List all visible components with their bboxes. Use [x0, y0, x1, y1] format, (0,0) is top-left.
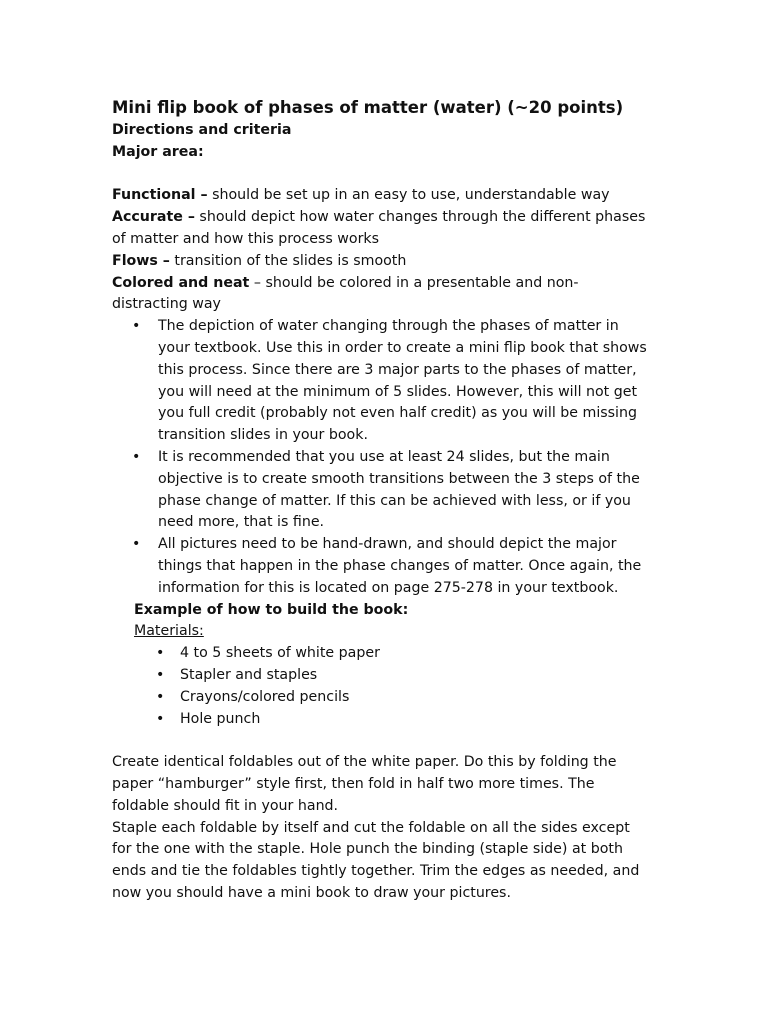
document-title: Mini flip book of phases of matter (water) (~20 points) — [112, 98, 624, 117]
list-item — [112, 643, 652, 665]
document-page — [112, 96, 652, 905]
materials-list — [112, 643, 652, 730]
bullet-icon: • — [132, 448, 141, 465]
list-item — [112, 665, 652, 687]
material-text: 4 to 5 sheets of white paper — [180, 645, 380, 662]
instructions-paragraph: Create identical foldables out of the white paper. Do this by folding the paper “hamburger” style first, then fold in half two more times. The foldable should fit in your hand. — [112, 754, 617, 814]
material-text: Hole punch — [180, 710, 261, 727]
bullet-icon: • — [132, 536, 141, 553]
criterion-flows — [112, 251, 652, 273]
criterion-label: Flows – — [112, 252, 170, 269]
material-text: Stapler and staples — [180, 666, 318, 683]
list-item — [112, 447, 652, 534]
bullet-text: It is recommended that you use at least 24 slides, but the main objective is to create smooth transitions between the 3 steps of the phase change of matter. If this can be achieved with less, or if you need more, that is fine. — [158, 448, 640, 531]
bullet-icon: • — [132, 318, 141, 335]
bullet-text: The depiction of water changing through the phases of matter in your textbook. Use this in order to create a mini flip book that shows this process. Since there are 3 major parts to the phases of matter, you will need at the minimum of 5 slides. However, this will not get you full credit (probably not even half credit) as you will be missing transition slides in your book. — [158, 318, 647, 444]
spacer — [112, 730, 652, 752]
bullet-icon: • — [156, 645, 165, 662]
material-text: Crayons/colored pencils — [180, 688, 350, 705]
spacer — [112, 164, 652, 186]
example-heading: Example of how to build the book: — [134, 601, 409, 618]
criterion-text: should be set up in an easy to use, understandable way — [207, 187, 610, 204]
criterion-label: Accurate – — [112, 209, 195, 226]
list-item — [112, 709, 652, 731]
bullet-icon: • — [156, 688, 165, 705]
instructions-paragraph: Staple each foldable by itself and cut the foldable on all the sides except for the one with the staple. Hole punch the binding (staple side) at both ends and tie the foldables tightly together. Trim the edges as needed, and now you should have a mini book to draw your pictures. — [112, 819, 640, 901]
criterion-label: Colored and neat — [112, 274, 250, 291]
criterion-label: Functional – — [112, 187, 208, 204]
criterion-colored-neat — [112, 273, 652, 317]
list-item — [112, 534, 652, 599]
criterion-accurate — [112, 207, 652, 251]
bullet-icon: • — [156, 666, 165, 683]
criterion-functional — [112, 185, 652, 207]
criterion-text: – should be colored in a presentable and non-distracting way — [112, 274, 579, 313]
materials-heading: Materials: — [134, 623, 204, 640]
major-area-heading: Major area: — [112, 143, 204, 160]
criterion-text: transition of the slides is smooth — [169, 252, 407, 269]
list-item — [112, 687, 652, 709]
criteria-bullet-list — [112, 316, 652, 599]
bullet-icon: • — [156, 710, 165, 727]
criterion-text: should depict how water changes through the different phases of matter and how this process works — [112, 209, 646, 247]
bullet-text: All pictures need to be hand-drawn, and should depict the major things that happen in the phase changes of matter. Once again, the information for this is located on page 275-278 in your textbook. — [158, 536, 642, 596]
list-item — [112, 316, 652, 447]
directions-heading: Directions and criteria — [112, 122, 292, 138]
